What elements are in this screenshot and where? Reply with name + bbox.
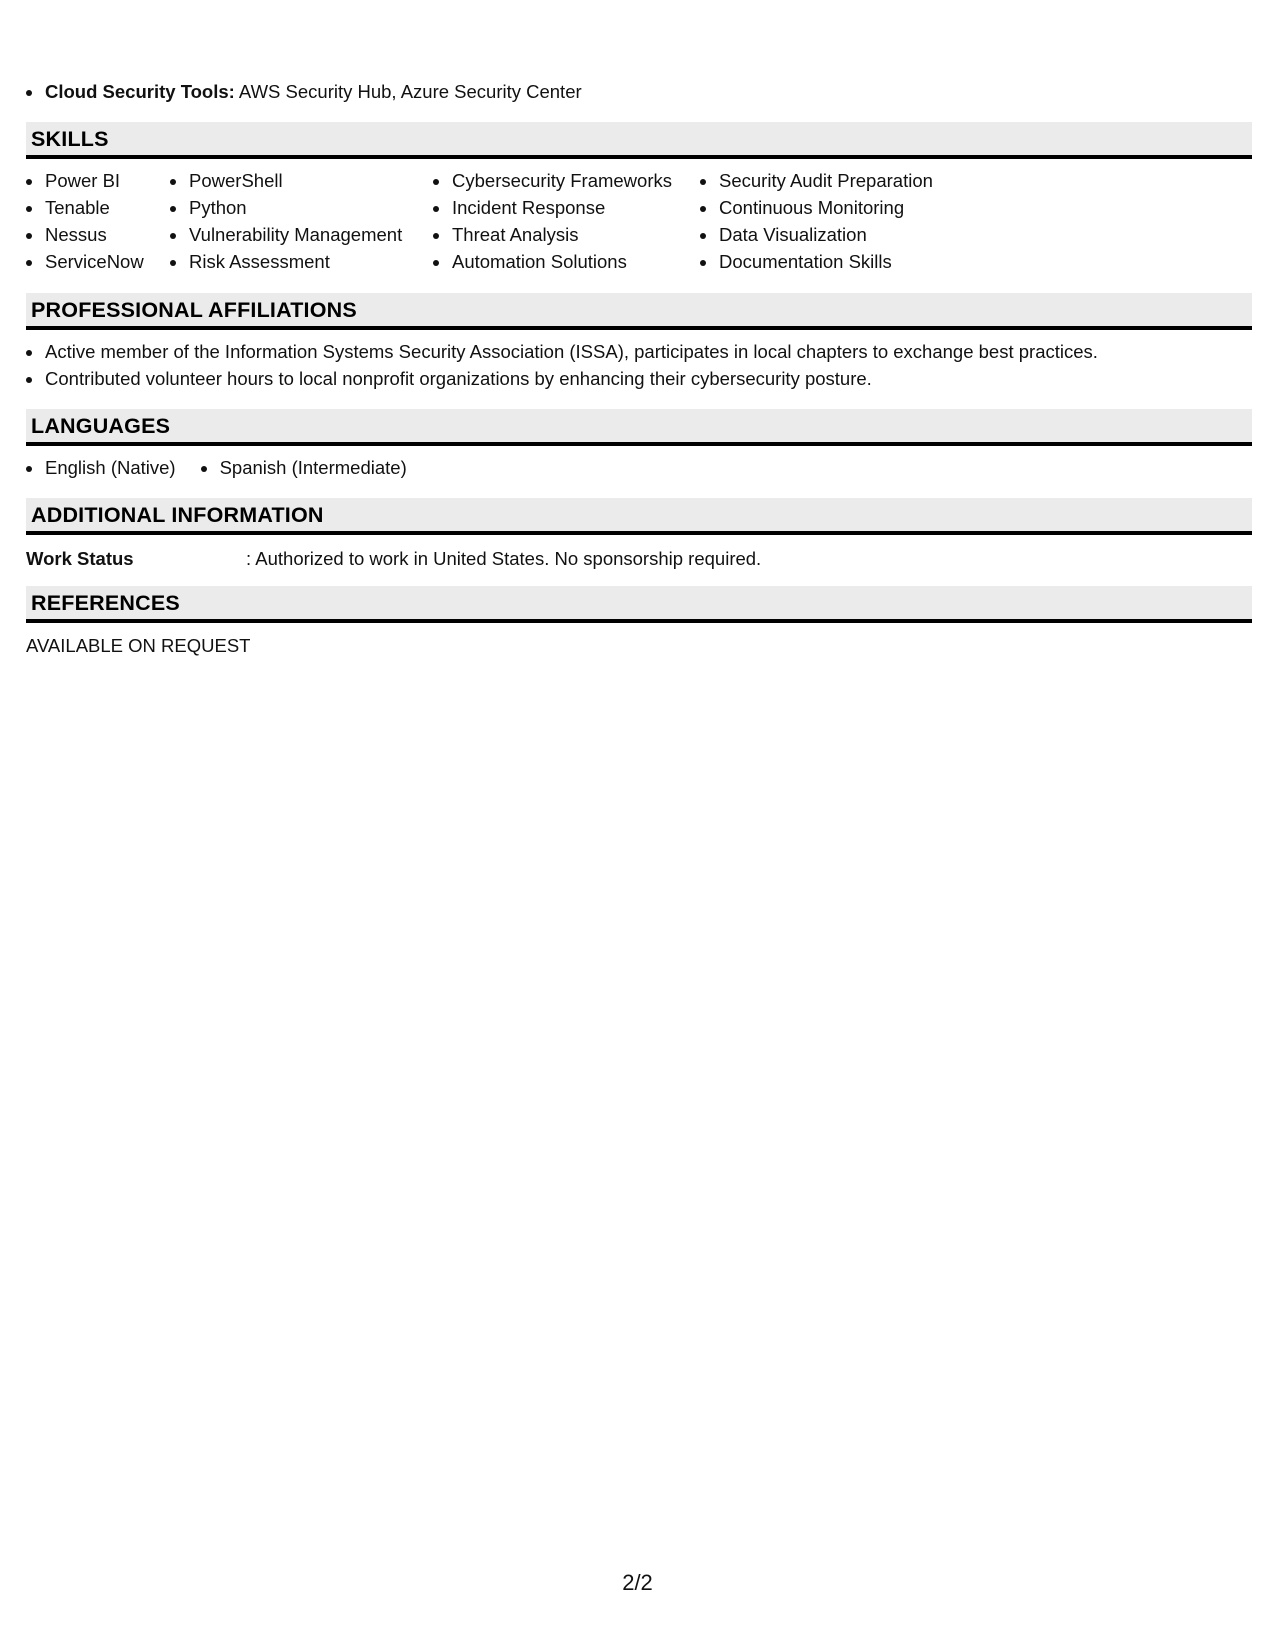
skill-item: Python bbox=[170, 194, 402, 221]
skill-item: Data Visualization bbox=[700, 221, 933, 248]
skill-item: Vulnerability Management bbox=[170, 221, 402, 248]
skill-item: Risk Assessment bbox=[170, 248, 402, 275]
languages-heading: LANGUAGES bbox=[31, 414, 171, 438]
skill-item: Incident Response bbox=[433, 194, 672, 221]
skills-heading: SKILLS bbox=[31, 127, 109, 151]
list-item bbox=[26, 78, 582, 105]
skill-item: Nessus bbox=[26, 221, 144, 248]
skill-item: Documentation Skills bbox=[700, 248, 933, 275]
page-number: 2/2 bbox=[622, 1570, 653, 1595]
work-status-label: Work Status bbox=[26, 548, 134, 569]
affiliations-list bbox=[26, 338, 1098, 392]
languages-list bbox=[26, 454, 432, 481]
additional-info-section-header bbox=[26, 498, 1252, 535]
affiliations-heading: PROFESSIONAL AFFILIATIONS bbox=[31, 298, 357, 322]
skill-item: Automation Solutions bbox=[433, 248, 672, 275]
affiliations-section-header bbox=[26, 293, 1252, 330]
language-item: English (Native) bbox=[26, 454, 176, 481]
skill-item: Threat Analysis bbox=[433, 221, 672, 248]
additional-info-heading: ADDITIONAL INFORMATION bbox=[31, 503, 324, 527]
skill-item: Power BI bbox=[26, 167, 144, 194]
references-heading: REFERENCES bbox=[31, 591, 180, 615]
skills-column-2 bbox=[170, 167, 402, 275]
skills-section-header bbox=[26, 122, 1252, 159]
skills-column-4 bbox=[700, 167, 933, 275]
skill-item: Continuous Monitoring bbox=[700, 194, 933, 221]
skills-grid bbox=[26, 167, 1252, 279]
cloud-tools-list bbox=[26, 78, 582, 105]
references-section-header bbox=[26, 586, 1252, 623]
cloud-tools-label: Cloud Security Tools: bbox=[45, 81, 235, 102]
skill-item: Security Audit Preparation bbox=[700, 167, 933, 194]
skill-item: ServiceNow bbox=[26, 248, 144, 275]
skills-column-3 bbox=[433, 167, 672, 275]
cloud-tools-value: AWS Security Hub, Azure Security Center bbox=[234, 81, 582, 102]
skill-item: Tenable bbox=[26, 194, 144, 221]
skill-item: Cybersecurity Frameworks bbox=[433, 167, 672, 194]
references-text: AVAILABLE ON REQUEST bbox=[26, 635, 251, 656]
skill-item: PowerShell bbox=[170, 167, 402, 194]
languages-section-header bbox=[26, 409, 1252, 446]
affiliation-item: Contributed volunteer hours to local nonprofit organizations by enhancing their cybersecurity posture. bbox=[26, 365, 1098, 392]
language-item: Spanish (Intermediate) bbox=[201, 454, 407, 481]
work-status-value: : Authorized to work in United States. No sponsorship required. bbox=[246, 548, 762, 569]
skills-column-1 bbox=[26, 167, 144, 275]
affiliation-item: Active member of the Information Systems Security Association (ISSA), participates in local chapters to exchange best practices. bbox=[26, 338, 1098, 365]
